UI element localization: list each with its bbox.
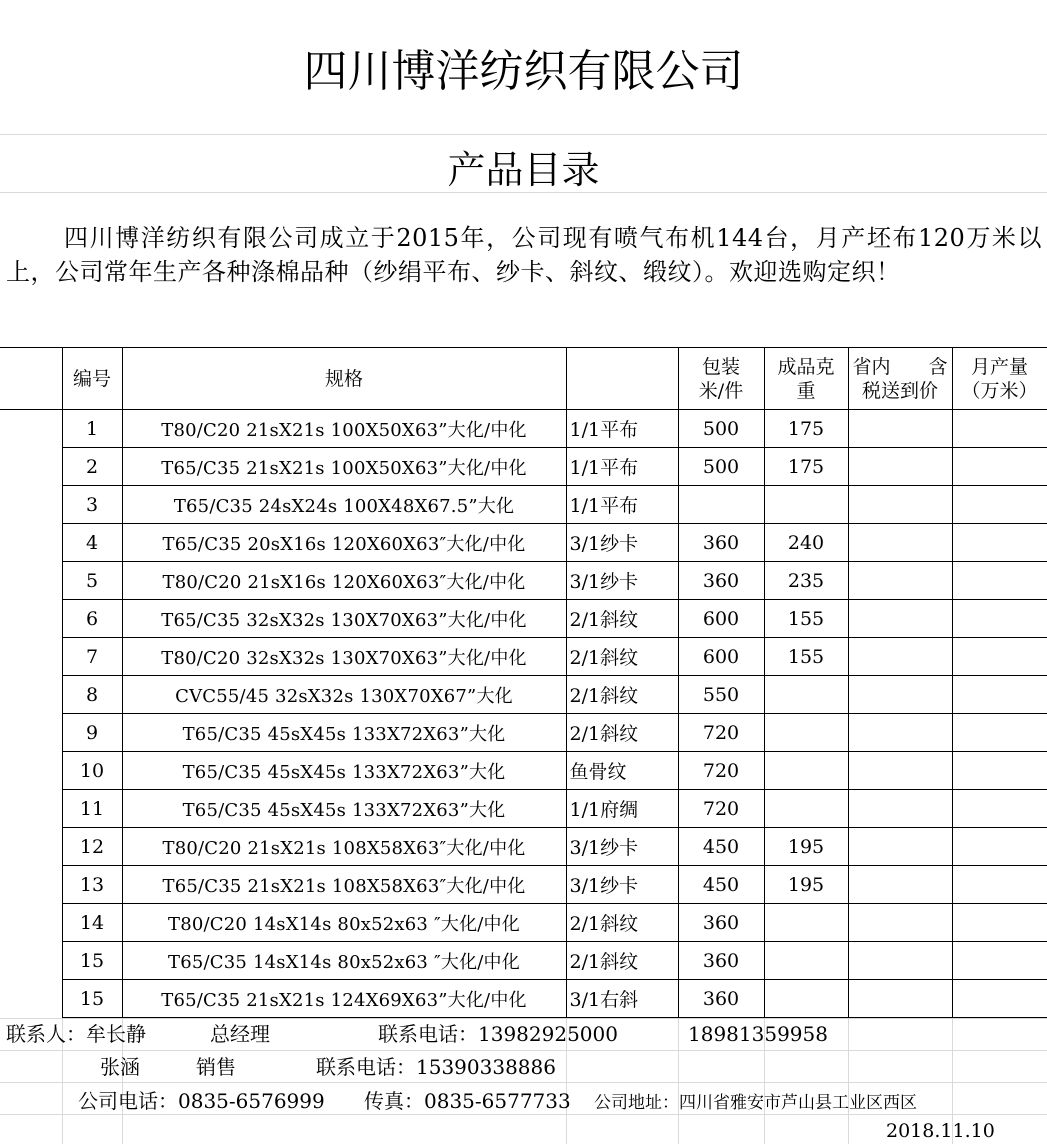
contact2-title: 销售 [196, 1055, 236, 1079]
row-blank-cell [0, 828, 62, 866]
row-price [848, 980, 952, 1018]
catalog-date: 2018.11.10 [886, 1120, 995, 1142]
row-weave: 1/1平布 [566, 486, 678, 524]
row-pack: 360 [678, 562, 764, 600]
row-weave: 3/1纱卡 [566, 866, 678, 904]
row-num: 10 [62, 752, 122, 790]
row-spec: T65/C35 14sX14s 80x52x63 ″大化/中化 [122, 942, 566, 980]
table-row [0, 562, 1047, 600]
row-monthly [952, 524, 1047, 562]
row-weight [764, 942, 848, 980]
row-num: 7 [62, 638, 122, 676]
row-spec: T80/C20 14sX14s 80x52x63 ″大化/中化 [122, 904, 566, 942]
gridline [0, 1050, 1047, 1051]
row-spec: T65/C35 20sX16s 120X60X63″大化/中化 [122, 524, 566, 562]
row-weight: 155 [764, 638, 848, 676]
header-monthly: 月产量（万米） [952, 348, 1047, 410]
company-phone: 公司电话：0835-6576999 [78, 1089, 325, 1113]
table-row [0, 448, 1047, 486]
row-price [848, 448, 952, 486]
row-num: 3 [62, 486, 122, 524]
row-pack: 720 [678, 714, 764, 752]
row-num: 14 [62, 904, 122, 942]
table-row [0, 676, 1047, 714]
row-spec: T65/C35 21sX21s 124X69X63”大化/中化 [122, 980, 566, 1018]
row-monthly [952, 980, 1047, 1018]
row-weight: 195 [764, 828, 848, 866]
row-spec: T65/C35 21sX21s 108X58X63″大化/中化 [122, 866, 566, 904]
row-pack: 360 [678, 524, 764, 562]
row-blank-cell [0, 524, 62, 562]
table-row [0, 904, 1047, 942]
row-weave: 3/1纱卡 [566, 828, 678, 866]
company-address: 公司地址：四川省雅安市芦山县工业区西区 [594, 1093, 917, 1113]
header-weave [566, 348, 678, 410]
table-row [0, 486, 1047, 524]
row-blank-cell [0, 752, 62, 790]
table-row [0, 942, 1047, 980]
row-price [848, 942, 952, 980]
row-monthly [952, 638, 1047, 676]
row-weave: 3/1纱卡 [566, 524, 678, 562]
row-monthly [952, 942, 1047, 980]
gridline [0, 134, 1047, 135]
row-blank-cell [0, 562, 62, 600]
row-pack: 600 [678, 638, 764, 676]
row-blank-cell [0, 676, 62, 714]
row-spec: CVC55/45 32sX32s 130X70X67”大化 [122, 676, 566, 714]
row-blank-cell [0, 904, 62, 942]
row-price [848, 676, 952, 714]
gridline [678, 1018, 679, 1144]
row-spec: T80/C20 32sX32s 130X70X63”大化/中化 [122, 638, 566, 676]
row-weight: 175 [764, 448, 848, 486]
row-weight [764, 980, 848, 1018]
row-weight [764, 752, 848, 790]
row-num: 8 [62, 676, 122, 714]
row-spec: T65/C35 32sX32s 130X70X63”大化/中化 [122, 600, 566, 638]
row-pack: 450 [678, 866, 764, 904]
header-blank [0, 348, 62, 410]
row-weave: 3/1纱卡 [566, 562, 678, 600]
contact1-phone2: 18981359958 [688, 1022, 828, 1046]
table-row [0, 524, 1047, 562]
row-spec: T65/C35 45sX45s 133X72X63”大化 [122, 790, 566, 828]
row-price [848, 904, 952, 942]
row-pack: 360 [678, 980, 764, 1018]
row-pack [678, 486, 764, 524]
company-title: 四川博洋纺织有限公司 [303, 46, 744, 97]
row-spec: T80/C20 21sX21s 100X50X63”大化/中化 [122, 410, 566, 448]
row-num: 9 [62, 714, 122, 752]
header-num: 编号 [62, 348, 122, 410]
row-price [848, 790, 952, 828]
company-fax: 传真：0835-6577733 [364, 1089, 571, 1113]
row-weight: 195 [764, 866, 848, 904]
gridline [848, 1018, 849, 1144]
header-spec: 规格 [122, 348, 566, 410]
row-price [848, 752, 952, 790]
row-monthly [952, 562, 1047, 600]
row-weight [764, 714, 848, 752]
row-weight: 175 [764, 410, 848, 448]
row-num: 1 [62, 410, 122, 448]
row-blank-cell [0, 866, 62, 904]
row-num: 6 [62, 600, 122, 638]
row-blank-cell [0, 486, 62, 524]
row-spec: T65/C35 21sX21s 100X50X63”大化/中化 [122, 448, 566, 486]
row-num: 11 [62, 790, 122, 828]
row-weight: 155 [764, 600, 848, 638]
header-price: 省内 含税送到价 [848, 348, 952, 410]
table-row [0, 752, 1047, 790]
header-pack: 包装米/件 [678, 348, 764, 410]
row-pack: 550 [678, 676, 764, 714]
row-spec: T65/C35 24sX24s 100X48X67.5”大化 [122, 486, 566, 524]
row-price [848, 410, 952, 448]
row-spec: T65/C35 45sX45s 133X72X63”大化 [122, 752, 566, 790]
company-intro: 四川博洋纺织有限公司成立于2015年，公司现有喷气布机144台，月产坯布120万米以上，公司常年生产各种涤棉品种（纱绢平布、纱卡、斜纹、缎纹）。欢迎选购定织！ [6, 224, 1042, 286]
row-weight [764, 486, 848, 524]
row-weave: 2/1斜纹 [566, 904, 678, 942]
row-pack: 500 [678, 410, 764, 448]
catalog-subtitle: 产品目录 [447, 148, 600, 192]
row-monthly [952, 600, 1047, 638]
row-pack: 360 [678, 942, 764, 980]
table-row [0, 410, 1047, 448]
table-row [0, 980, 1047, 1018]
contact2-name: 张涵 [100, 1055, 140, 1079]
gridline [0, 1018, 1047, 1019]
contact1-name: 联系人：牟长静 [6, 1022, 146, 1046]
row-weight: 235 [764, 562, 848, 600]
table-row [0, 638, 1047, 676]
row-num: 4 [62, 524, 122, 562]
row-weave: 鱼骨纹 [566, 752, 678, 790]
row-monthly [952, 828, 1047, 866]
row-price [848, 562, 952, 600]
header-weight: 成品克重 [764, 348, 848, 410]
gridline [0, 1082, 1047, 1083]
row-weave: 2/1斜纹 [566, 676, 678, 714]
row-monthly [952, 866, 1047, 904]
row-blank-cell [0, 714, 62, 752]
row-monthly [952, 448, 1047, 486]
row-pack: 360 [678, 904, 764, 942]
contact1-title: 总经理 [210, 1022, 270, 1046]
row-weave: 1/1平布 [566, 410, 678, 448]
row-weave: 2/1斜纹 [566, 600, 678, 638]
contact2-phone: 联系电话：15390338886 [316, 1055, 556, 1079]
row-blank-cell [0, 600, 62, 638]
row-price [848, 866, 952, 904]
table-header-row [0, 348, 1047, 410]
row-weave: 2/1斜纹 [566, 942, 678, 980]
row-pack: 720 [678, 790, 764, 828]
row-weight [764, 790, 848, 828]
row-pack: 720 [678, 752, 764, 790]
row-blank-cell [0, 790, 62, 828]
row-blank-cell [0, 942, 62, 980]
row-blank-cell [0, 638, 62, 676]
table-row [0, 600, 1047, 638]
row-weave: 3/1右斜 [566, 980, 678, 1018]
row-price [848, 638, 952, 676]
row-monthly [952, 752, 1047, 790]
row-num: 15 [62, 980, 122, 1018]
table-row [0, 828, 1047, 866]
row-monthly [952, 714, 1047, 752]
row-monthly [952, 486, 1047, 524]
row-spec: T80/C20 21sX21s 108X58X63″大化/中化 [122, 828, 566, 866]
row-blank-cell [0, 410, 62, 448]
row-spec: T80/C20 21sX16s 120X60X63″大化/中化 [122, 562, 566, 600]
row-num: 5 [62, 562, 122, 600]
row-num: 13 [62, 866, 122, 904]
row-weave: 2/1斜纹 [566, 714, 678, 752]
row-num: 15 [62, 942, 122, 980]
row-price [848, 600, 952, 638]
row-weave: 2/1斜纹 [566, 638, 678, 676]
row-spec: T65/C35 45sX45s 133X72X63”大化 [122, 714, 566, 752]
row-pack: 450 [678, 828, 764, 866]
row-pack: 500 [678, 448, 764, 486]
row-monthly [952, 790, 1047, 828]
contact1-phone: 联系电话：13982925000 [378, 1022, 618, 1046]
product-table [0, 347, 1047, 1018]
row-blank-cell [0, 980, 62, 1018]
row-price [848, 828, 952, 866]
row-num: 12 [62, 828, 122, 866]
row-monthly [952, 410, 1047, 448]
table-row [0, 714, 1047, 752]
row-price [848, 486, 952, 524]
row-weight [764, 676, 848, 714]
table-row [0, 790, 1047, 828]
table-row [0, 866, 1047, 904]
row-pack: 600 [678, 600, 764, 638]
row-price [848, 524, 952, 562]
row-monthly [952, 676, 1047, 714]
row-weight [764, 904, 848, 942]
row-weave: 1/1府绸 [566, 790, 678, 828]
row-weight: 240 [764, 524, 848, 562]
row-blank-cell [0, 448, 62, 486]
row-monthly [952, 904, 1047, 942]
row-price [848, 714, 952, 752]
row-weave: 1/1平布 [566, 448, 678, 486]
row-num: 2 [62, 448, 122, 486]
